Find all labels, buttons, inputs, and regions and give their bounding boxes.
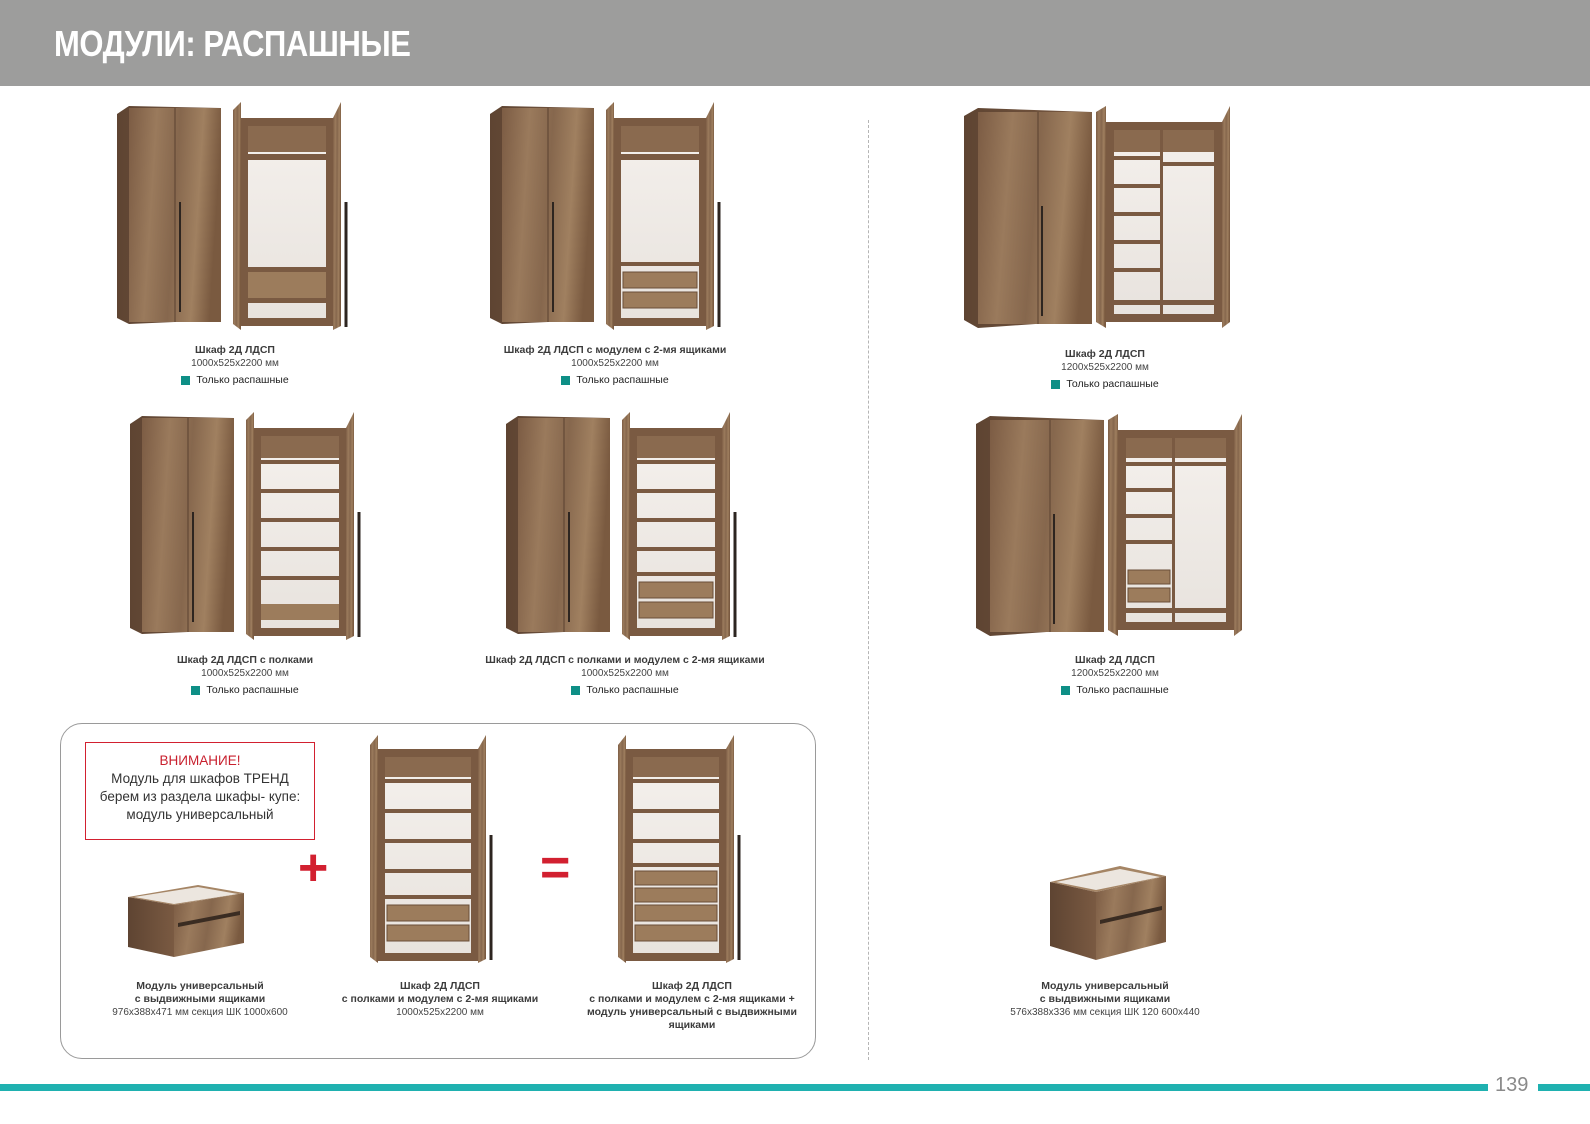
combo-caption: [90, 980, 310, 1019]
teal-square-icon: [181, 376, 190, 385]
combo-dims: 976x388x471 мм секция ШК 1000x600: [112, 1007, 288, 1018]
badge-label: Только распашные: [1076, 684, 1169, 696]
product-image-wardrobe-2d-drawers: [490, 102, 730, 337]
notice-line: Модуль для шкафов ТРЕНД: [111, 771, 289, 786]
notice-line: модуль универсальный: [126, 807, 274, 822]
product-caption: [150, 344, 320, 389]
product-caption: [160, 654, 330, 699]
product-name: Шкаф 2Д ЛДСП: [1065, 348, 1145, 360]
footer-line-right: [1538, 1084, 1590, 1091]
product-caption: [1020, 348, 1190, 393]
combo-line: с полками и модулем с 2-мя ящиками +: [589, 993, 795, 1005]
combo-line: с выдвижными ящиками: [134, 993, 266, 1005]
product-name: Шкаф 2Д ЛДСП с полками и модулем с 2-мя ящиками: [485, 654, 765, 666]
product-image-universal-module-small: [1050, 866, 1170, 966]
product-name: Шкаф 2Д ЛДСП: [1075, 654, 1155, 666]
badge-label: Только распашные: [196, 374, 289, 386]
page-number: 139: [1495, 1074, 1529, 1096]
module-dims: 576x388x336 мм секция ШК 120 600x440: [1010, 1007, 1200, 1018]
swing-only-badge: [571, 684, 678, 697]
combo-caption: [320, 980, 560, 1019]
product-image-wardrobe-open-drawers: [370, 735, 495, 970]
combo-line: Шкаф 2Д ЛДСП: [652, 980, 732, 992]
badge-label: Только распашные: [586, 684, 679, 696]
product-image-wardrobe-2d-shelves: [130, 412, 370, 647]
swing-only-badge: [1061, 684, 1168, 697]
product-name: Шкаф 2Д ЛДСП с модулем с 2-мя ящиками: [503, 344, 727, 356]
product-image-wardrobe-2d-shelves-drawers: [506, 412, 746, 647]
teal-square-icon: [191, 686, 200, 695]
product-dims: 1000x525x2200 мм: [191, 358, 279, 369]
combo-line: модуль универсальный с выдвижными: [587, 1006, 797, 1018]
product-name: Шкаф 2Д ЛДСП с полками: [176, 654, 314, 666]
product-dims: 1000x525x2200 мм: [581, 668, 669, 679]
right-module-caption: [1000, 980, 1210, 1019]
footer-line-left: [0, 1084, 1488, 1091]
page-header: [0, 0, 1590, 86]
plus-sign: +: [298, 839, 329, 897]
module-line: с выдвижными ящиками: [1039, 993, 1171, 1005]
product-caption: [1030, 654, 1200, 699]
notice-box: [85, 742, 315, 840]
swing-only-badge: [561, 374, 668, 387]
swing-only-badge: [181, 374, 288, 387]
module-line: Модуль универсальный: [1041, 980, 1169, 992]
product-caption: [480, 654, 770, 699]
combo-line: с полками и модулем с 2-мя ящиками: [341, 993, 539, 1005]
badge-label: Только распашные: [1066, 378, 1159, 390]
product-caption: [495, 344, 735, 389]
combo-caption: [572, 980, 812, 1032]
teal-square-icon: [1061, 686, 1070, 695]
teal-square-icon: [561, 376, 570, 385]
swing-only-badge: [191, 684, 298, 697]
product-image-wardrobe-2d-1200-drawers: [976, 414, 1246, 644]
combo-dims: 1000x525x2200 мм: [396, 1007, 484, 1018]
combo-line: ящиками: [668, 1019, 716, 1031]
product-image-wardrobe-combined: [618, 735, 743, 970]
notice-line: берем из раздела шкафы- купе:: [99, 789, 301, 804]
product-image-wardrobe-2d-1000: [117, 102, 357, 337]
teal-square-icon: [571, 686, 580, 695]
combo-line: Шкаф 2Д ЛДСП: [400, 980, 480, 992]
product-name: Шкаф 2Д ЛДСП: [195, 344, 275, 356]
page-title: МОДУЛИ: РАСПАШНЫЕ: [54, 23, 411, 64]
swing-only-badge: [1051, 378, 1158, 391]
combo-line: Модуль универсальный: [136, 980, 264, 992]
badge-label: Только распашные: [576, 374, 669, 386]
product-dims: 1000x525x2200 мм: [201, 668, 289, 679]
product-image-wardrobe-2d-1200: [964, 106, 1234, 336]
product-dims: 1200x525x2200 мм: [1061, 362, 1149, 373]
equals-sign: =: [540, 839, 571, 897]
badge-label: Только распашные: [206, 684, 299, 696]
product-image-universal-module: [128, 885, 248, 965]
teal-square-icon: [1051, 380, 1060, 389]
product-dims: 1200x525x2200 мм: [1071, 668, 1159, 679]
column-divider: [868, 120, 869, 1060]
product-dims: 1000x525x2200 мм: [571, 358, 659, 369]
notice-title: ВНИМАНИЕ!: [159, 753, 241, 768]
